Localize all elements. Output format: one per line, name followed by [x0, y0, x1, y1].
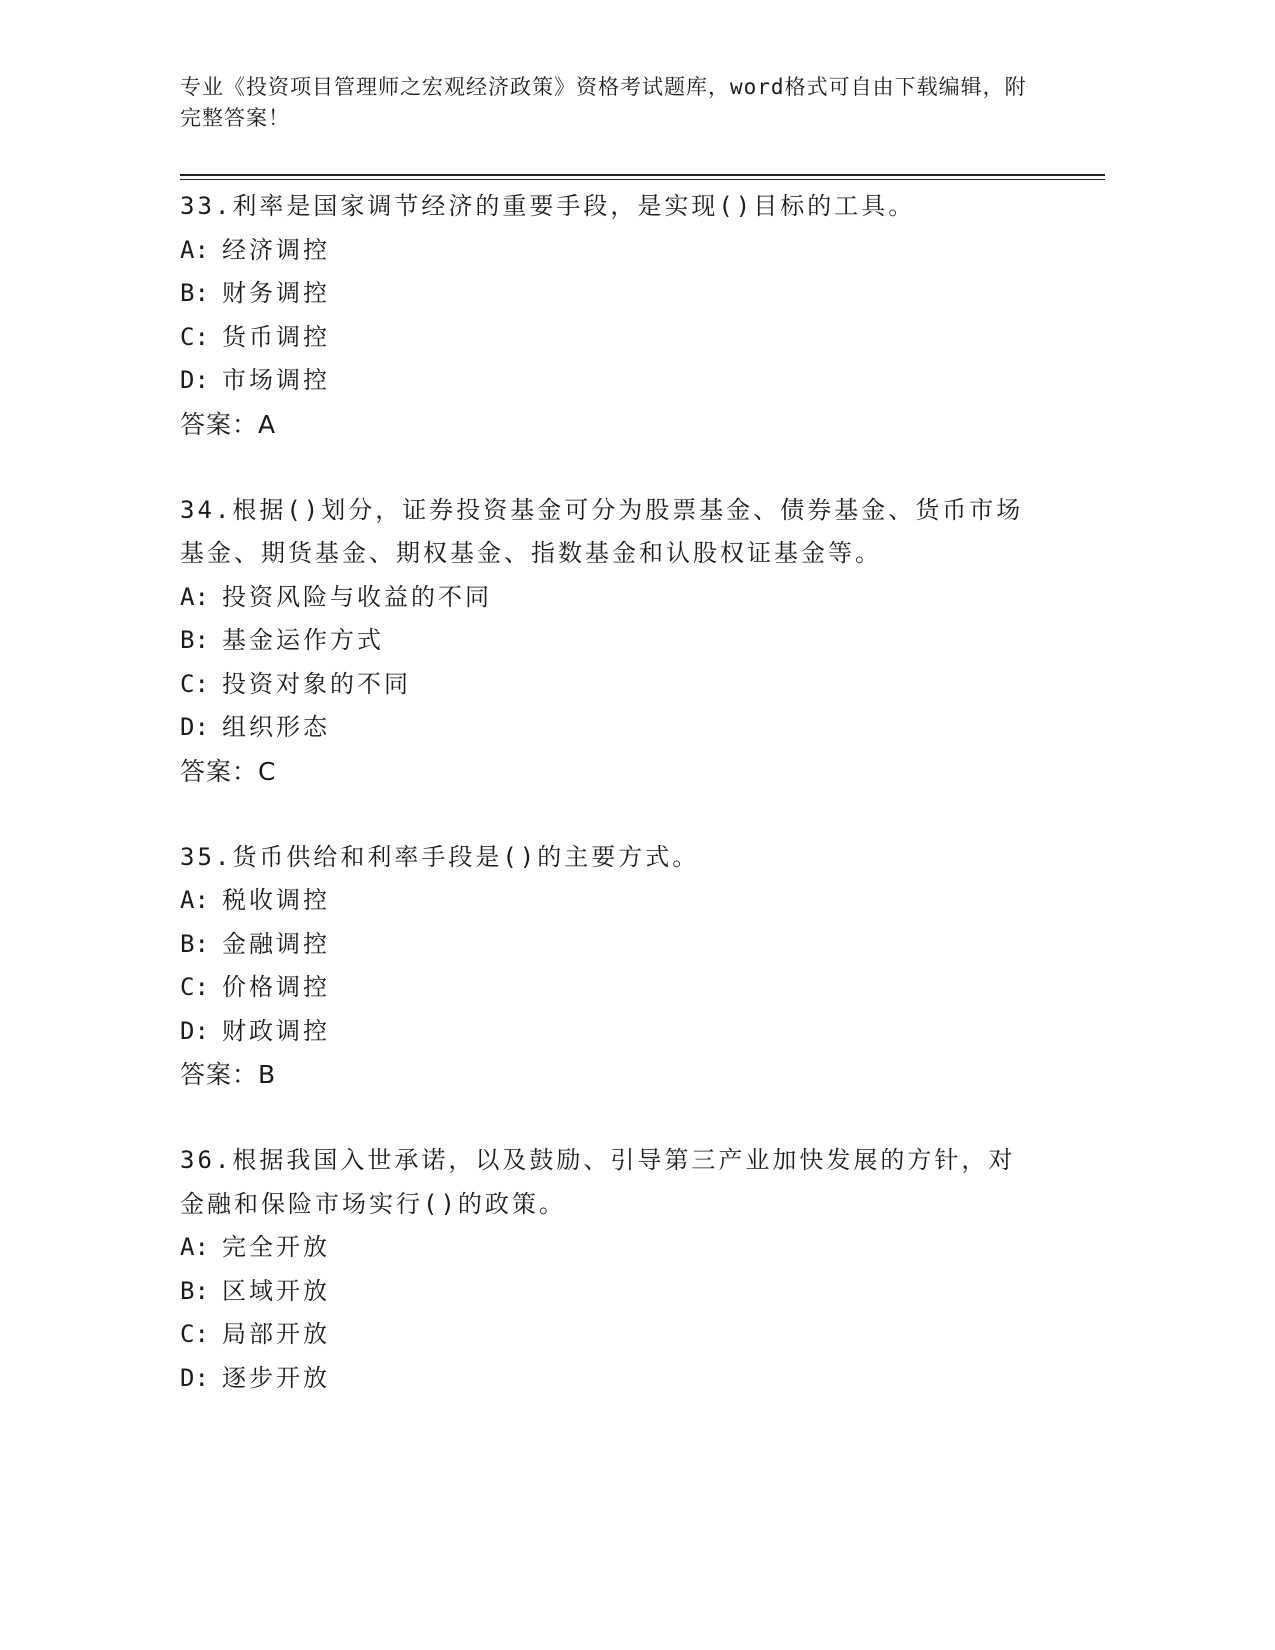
option-text: 税收调控 — [222, 886, 330, 914]
option-text: 区域开放 — [222, 1276, 330, 1305]
option-text: 基金运作方式 — [222, 626, 384, 654]
question-item — [180, 1139, 1040, 1400]
option-d — [180, 1010, 1040, 1054]
option-text: 完全开放 — [222, 1233, 330, 1261]
option-d — [180, 706, 1040, 750]
option-a — [180, 576, 1040, 620]
option-letter: A: — [180, 886, 209, 914]
question-item — [180, 185, 1040, 447]
option-text: 经济调控 — [222, 235, 330, 264]
option-text: 组织形态 — [222, 713, 330, 741]
header-divider-thick — [180, 174, 1105, 176]
option-letter: B: — [180, 279, 209, 307]
option-c — [180, 966, 1040, 1010]
question-stem: 36.根据我国入世承诺，以及鼓励、引导第三产业加快发展的方针，对金融和保险市场实行()的政策。 — [180, 1146, 1016, 1218]
answer-line: 答案：B — [180, 1060, 277, 1089]
option-b — [180, 1270, 1040, 1314]
option-c — [180, 1313, 1040, 1357]
option-letter: A: — [180, 235, 209, 264]
option-text: 逐步开放 — [222, 1363, 330, 1392]
option-text: 货币调控 — [222, 322, 330, 351]
option-text: 投资风险与收益的不同 — [222, 582, 492, 611]
option-letter: B: — [180, 626, 209, 654]
option-letter: D: — [180, 1016, 209, 1045]
option-letter: D: — [180, 366, 209, 394]
option-a — [180, 229, 1040, 273]
option-letter: C: — [180, 322, 209, 351]
option-letter: A: — [180, 582, 209, 611]
option-c — [180, 663, 1040, 707]
question-stem: 35.货币供给和利率手段是()的主要方式。 — [180, 842, 700, 871]
option-a — [180, 879, 1040, 923]
option-d — [180, 1357, 1040, 1401]
question-stem: 33.利率是国家调节经济的重要手段，是实现()目标的工具。 — [180, 192, 916, 220]
option-letter: B: — [180, 1276, 209, 1305]
option-b — [180, 619, 1040, 663]
option-text: 投资对象的不同 — [222, 669, 411, 698]
option-letter: C: — [180, 669, 209, 698]
option-b — [180, 923, 1040, 967]
option-text: 金融调控 — [222, 929, 330, 958]
option-a — [180, 1226, 1040, 1270]
option-letter: D: — [180, 1363, 209, 1392]
question-item — [180, 836, 1040, 1098]
option-letter: B: — [180, 929, 209, 958]
option-b — [180, 272, 1040, 316]
document-header: 专业《投资项目管理师之宏观经济政策》资格考试题库，word格式可自由下载编辑，附完整答案！ — [180, 75, 1027, 130]
option-text: 市场调控 — [222, 366, 330, 394]
answer-line: 答案：A — [180, 409, 277, 439]
option-letter: D: — [180, 713, 209, 741]
option-letter: A: — [180, 1233, 209, 1261]
option-text: 局部开放 — [222, 1320, 330, 1348]
header-divider-thin — [180, 179, 1105, 180]
question-list — [180, 185, 1040, 1442]
option-letter: C: — [180, 1320, 209, 1348]
option-d — [180, 359, 1040, 403]
question-item — [180, 489, 1040, 794]
option-text: 财务调控 — [222, 279, 330, 307]
question-stem: 34.根据()划分，证券投资基金可分为股票基金、债券基金、货币市场基金、期货基金、期权基金、指数基金和认股权证基金等。 — [180, 495, 1024, 567]
option-text: 财政调控 — [222, 1016, 330, 1045]
option-letter: C: — [180, 973, 209, 1001]
answer-line: 答案：C — [180, 756, 277, 786]
option-c — [180, 316, 1040, 360]
option-text: 价格调控 — [222, 973, 330, 1001]
